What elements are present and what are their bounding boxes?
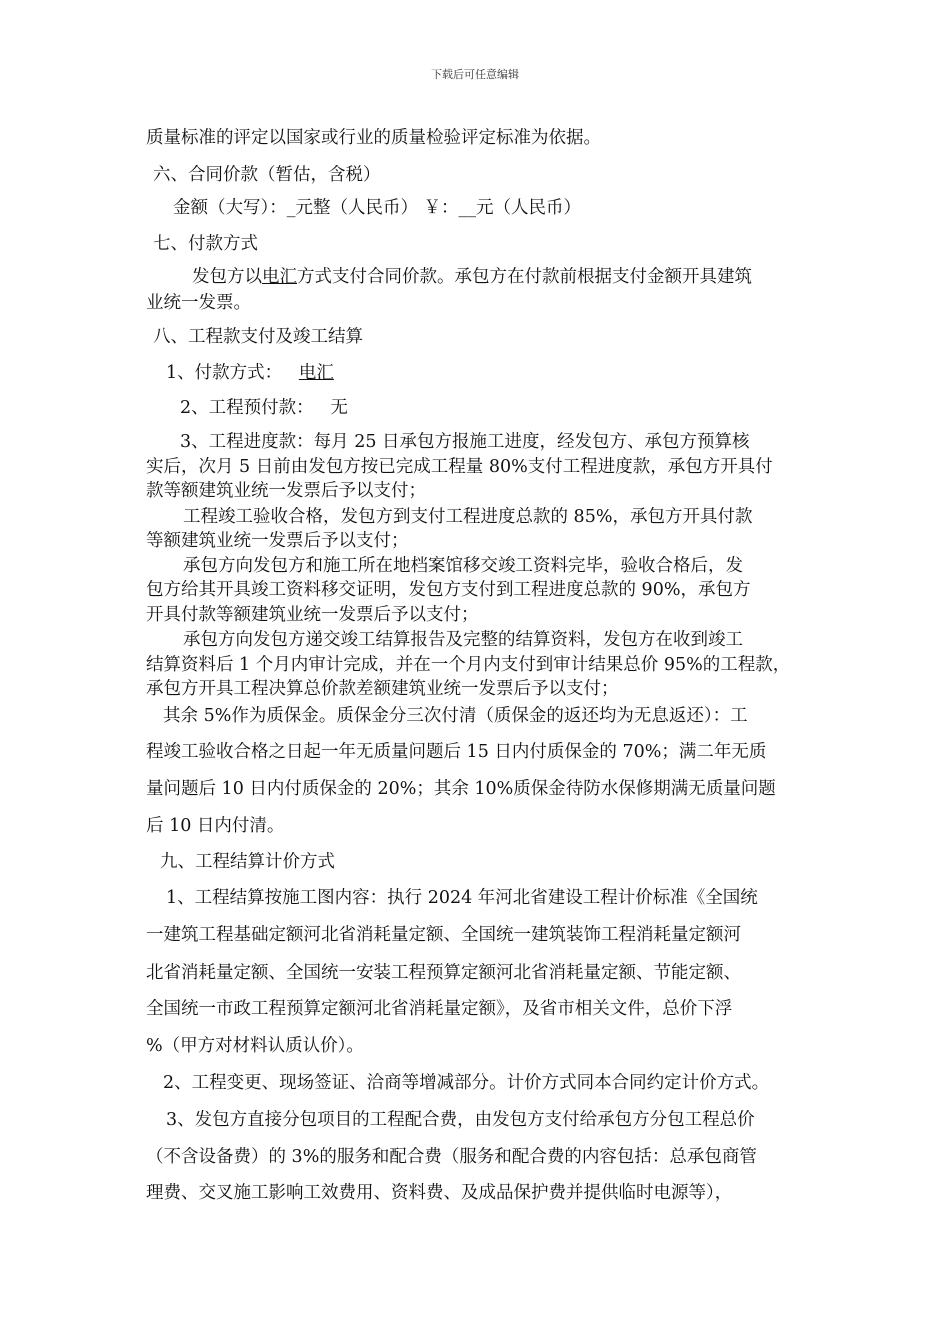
paragraph-line: 承包方向发包方递交竣工结算报告及完整的结算资料，发包方在收到竣工 — [183, 630, 743, 650]
paragraph-line: 质量标准的评定以国家或行业的质量检验评定标准为依据。 — [146, 128, 601, 148]
paragraph-line: 程竣工验收合格之日起一年无质量问题后 15 日内付质保金的 70%；满二年无质 — [146, 742, 767, 762]
paragraph-line: 实后，次月 5 日前由发包方按已完成工程量 80%支付工程进度款，承包方开具付 — [146, 457, 773, 477]
section-heading: 九、工程结算计价方式 — [160, 852, 335, 872]
paragraph-line: 量问题后 10 日内付质保金的 20%；其余 10%质保金待防水保修期满无质量问题 — [146, 779, 776, 799]
paragraph-line: 承包方向发包方和施工所在地档案馆移交竣工资料完毕，验收合格后，发 — [183, 556, 743, 576]
paragraph-line: （不含设备费）的 3%的服务和配合费（服务和配合费的内容包括：总承包商管 — [146, 1147, 757, 1167]
paragraph-line: 3、工程进度款：每月 25 日承包方报施工进度，经发包方、承包方预算核 — [180, 432, 750, 452]
contract-amount-line: 金额（大写）：_元整（人民币） ￥：__元（人民币） — [173, 198, 582, 218]
section-heading: 八、工程款支付及竣工结算 — [153, 327, 363, 347]
section-heading: 七、付款方式 — [153, 234, 258, 254]
paragraph-line: 工程竣工验收合格，发包方到支付工程进度总款的 85%，承包方开具付款 — [183, 507, 753, 527]
paragraph-line: 开具付款等额建筑业统一发票后予以支付； — [146, 605, 479, 625]
paragraph-line: 1、工程结算按施工图内容：执行 2024 年河北省建设工程计价标准《全国统 — [166, 888, 758, 908]
section-heading: 六、合同价款（暂估，含税） — [153, 165, 381, 185]
paragraph-line: 结算资料后 1 个月内审计完成，并在一个月内支付到审计结果总价 95%的工程款， — [146, 655, 791, 675]
underlined-term: 电汇 — [298, 363, 334, 383]
paragraph-line: 其余 5%作为质保金。质保金分三次付清（质保金的返还均为无息返还）：工 — [163, 706, 748, 726]
underlined-term: 电汇 — [262, 267, 297, 287]
paragraph-line: 等额建筑业统一发票后予以支付； — [146, 531, 409, 551]
paragraph-line: 1、付款方式： 电汇 — [166, 363, 334, 383]
paragraph-line: 理费、交叉施工影响工效费用、资料费、及成品保护费并提供临时电源等）， — [146, 1183, 733, 1203]
page-header: 下载后可任意编辑 — [431, 68, 519, 81]
paragraph-line: 承包方开具工程决算总价款差额建筑业统一发票后予以支付； — [146, 679, 619, 699]
paragraph-line: 一建筑工程基础定额河北省消耗量定额、全国统一建筑装饰工程消耗量定额河 — [146, 925, 741, 945]
paragraph-line: 2、工程变更、现场签证、洽商等增减部分。计价方式同本合同约定计价方式。 — [163, 1073, 770, 1093]
paragraph-line: 2、工程预付款： 无 — [180, 398, 348, 418]
paragraph-line: 北省消耗量定额、全国统一安装工程预算定额河北省消耗量定额、节能定额、 — [146, 963, 741, 983]
paragraph-line: 业统一发票。 — [146, 293, 251, 313]
paragraph-line: 3、发包方直接分包项目的工程配合费，由发包方支付给承包方分包工程总价 — [166, 1110, 755, 1130]
paragraph-line: 全国统一市政工程预算定额河北省消耗量定额》，及省市相关文件，总价下浮 — [146, 999, 733, 1019]
paragraph-line: 发包方以电汇方式支付合同价款。承包方在付款前根据支付金额开具建筑 — [192, 267, 752, 287]
paragraph-line: 款等额建筑业统一发票后予以支付； — [146, 481, 426, 501]
paragraph-line: 后 10 日内付清。 — [146, 816, 285, 836]
paragraph-line: 包方给其开具竣工资料移交证明，发包方支付到工程进度总款的 90%，承包方 — [146, 580, 751, 600]
paragraph-line: %（甲方对材料认质认价）。 — [146, 1036, 364, 1056]
